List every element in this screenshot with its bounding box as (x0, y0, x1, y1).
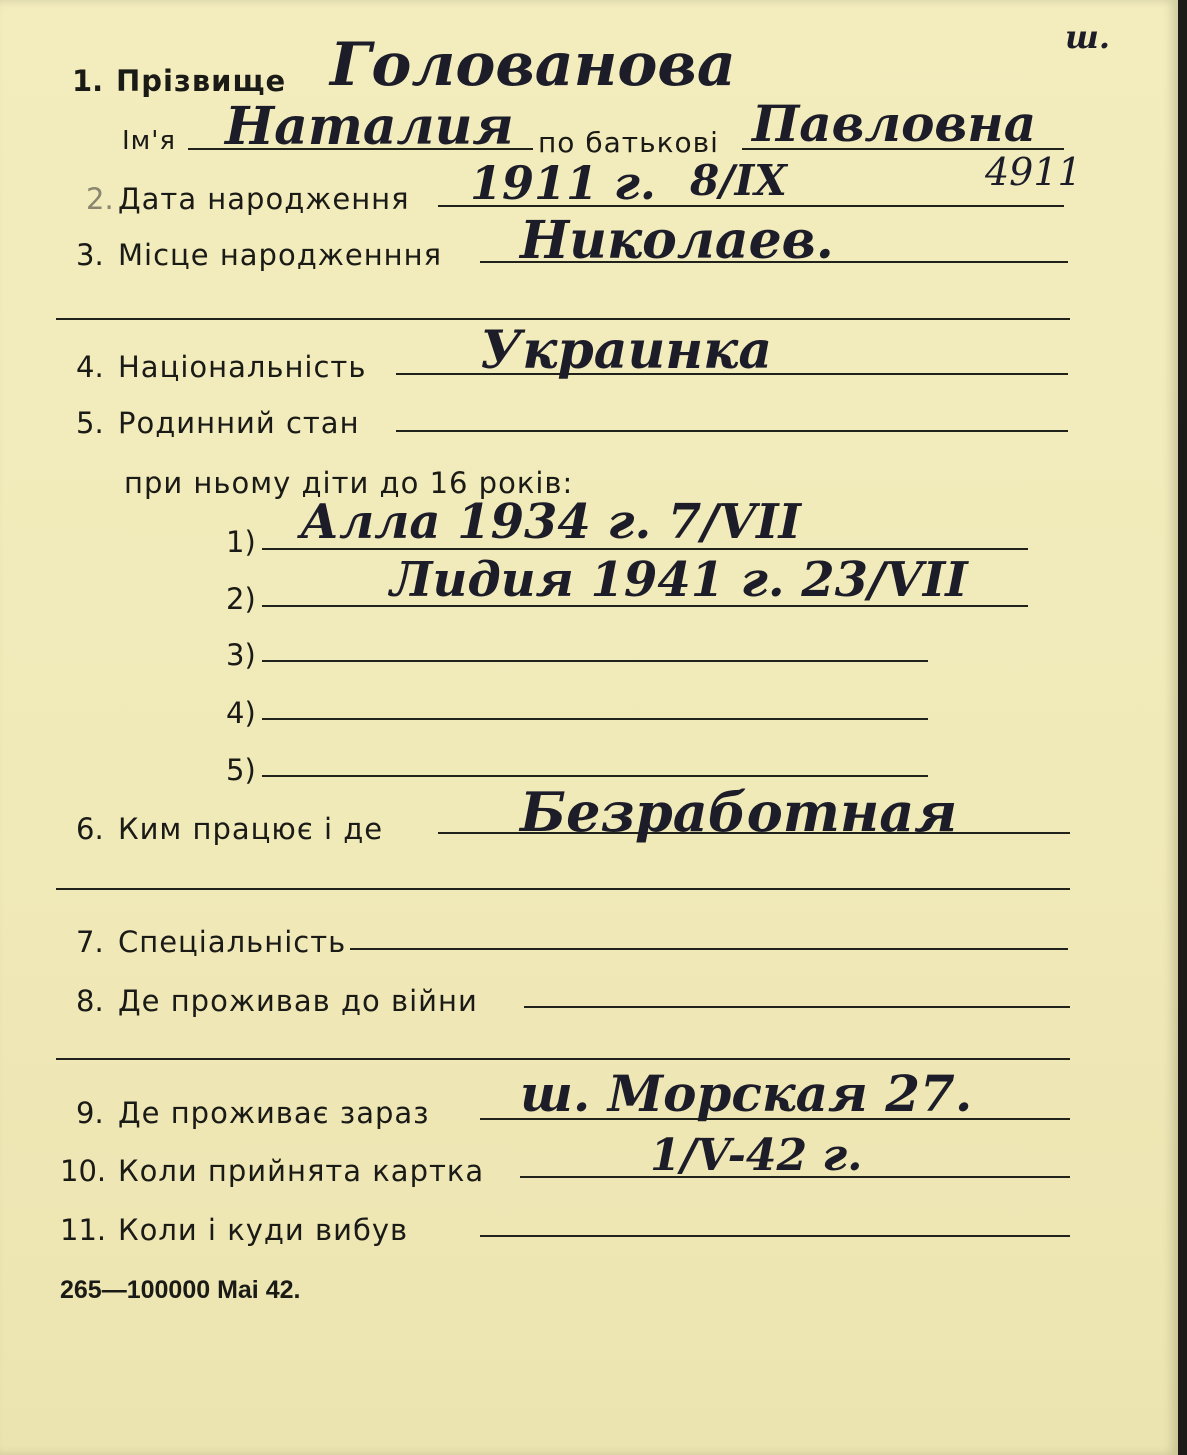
specialty-line (350, 948, 1068, 950)
surname-value: Голованова (330, 30, 736, 100)
child-number-5: 5) (226, 753, 256, 787)
surname-label: Прізвище (116, 64, 287, 98)
item-number-5: 5. (76, 406, 104, 440)
nationality-value: Украинка (480, 320, 773, 381)
item-number-10: 10. (60, 1154, 107, 1188)
item-number-4: 4. (76, 350, 104, 384)
child-number-4: 4) (226, 696, 256, 730)
side-number: 4911 (985, 150, 1082, 194)
departure-label: Коли і куди вибув (118, 1213, 409, 1247)
work-line-2 (56, 888, 1070, 890)
patronymic-value: Павловна (752, 94, 1037, 153)
corner-mark: ш. (1065, 18, 1110, 56)
current-address-value: ш. Морская 27. (520, 1064, 973, 1123)
patronymic-label: по батькові (538, 126, 719, 159)
item-number-6: 6. (76, 812, 104, 846)
item-number-3: 3. (76, 238, 104, 272)
name-value: Наталия (225, 96, 514, 157)
departure-line (480, 1235, 1070, 1237)
card-accepted-label: Коли прийнята картка (118, 1154, 485, 1188)
marital-label: Родинний стан (118, 406, 360, 440)
child-line-3 (262, 660, 928, 662)
item-number-8: 8. (76, 984, 104, 1018)
item-number-9: 9. (76, 1096, 104, 1130)
child-number-1: 1) (226, 525, 256, 559)
current-address-label: Де проживає зараз (118, 1096, 430, 1130)
print-run-footer: 265—100000 Mai 42. (60, 1276, 301, 1304)
item-number-11: 11. (60, 1213, 107, 1247)
card-accepted-value: 1/V-42 г. (650, 1130, 863, 1181)
birth-year-value: 1911 г. (470, 156, 656, 210)
child-2-value: Лидия 1941 г. 23/VII (390, 552, 968, 608)
marital-line (396, 430, 1068, 432)
birth-day-value: 8/IX (690, 156, 787, 205)
children-label: при ньому діти до 16 років: (124, 466, 574, 500)
child-number-3: 3) (226, 638, 256, 672)
child-number-2: 2) (226, 582, 256, 616)
birthdate-label: Дата народження (118, 182, 410, 216)
nationality-label: Національність (118, 350, 367, 384)
prewar-line (524, 1006, 1070, 1008)
item-number-2: 2. (86, 182, 114, 216)
child-line-4 (262, 718, 928, 720)
prewar-line-2 (56, 1058, 1070, 1060)
work-label: Ким працює і де (118, 812, 384, 846)
birthplace-label: Місце народженння (118, 238, 443, 272)
prewar-label: Де проживав до війни (118, 984, 478, 1018)
work-value: Безработная (520, 780, 958, 844)
item-number-1: 1. (72, 64, 104, 98)
item-number-7: 7. (76, 925, 104, 959)
child-line-5 (262, 775, 928, 777)
birthplace-value: Николаев. (520, 210, 834, 271)
specialty-label: Спеціальність (118, 925, 347, 959)
child-1-value: Алла 1934 г. 7/VII (300, 494, 801, 550)
name-label: Ім'я (122, 126, 177, 156)
